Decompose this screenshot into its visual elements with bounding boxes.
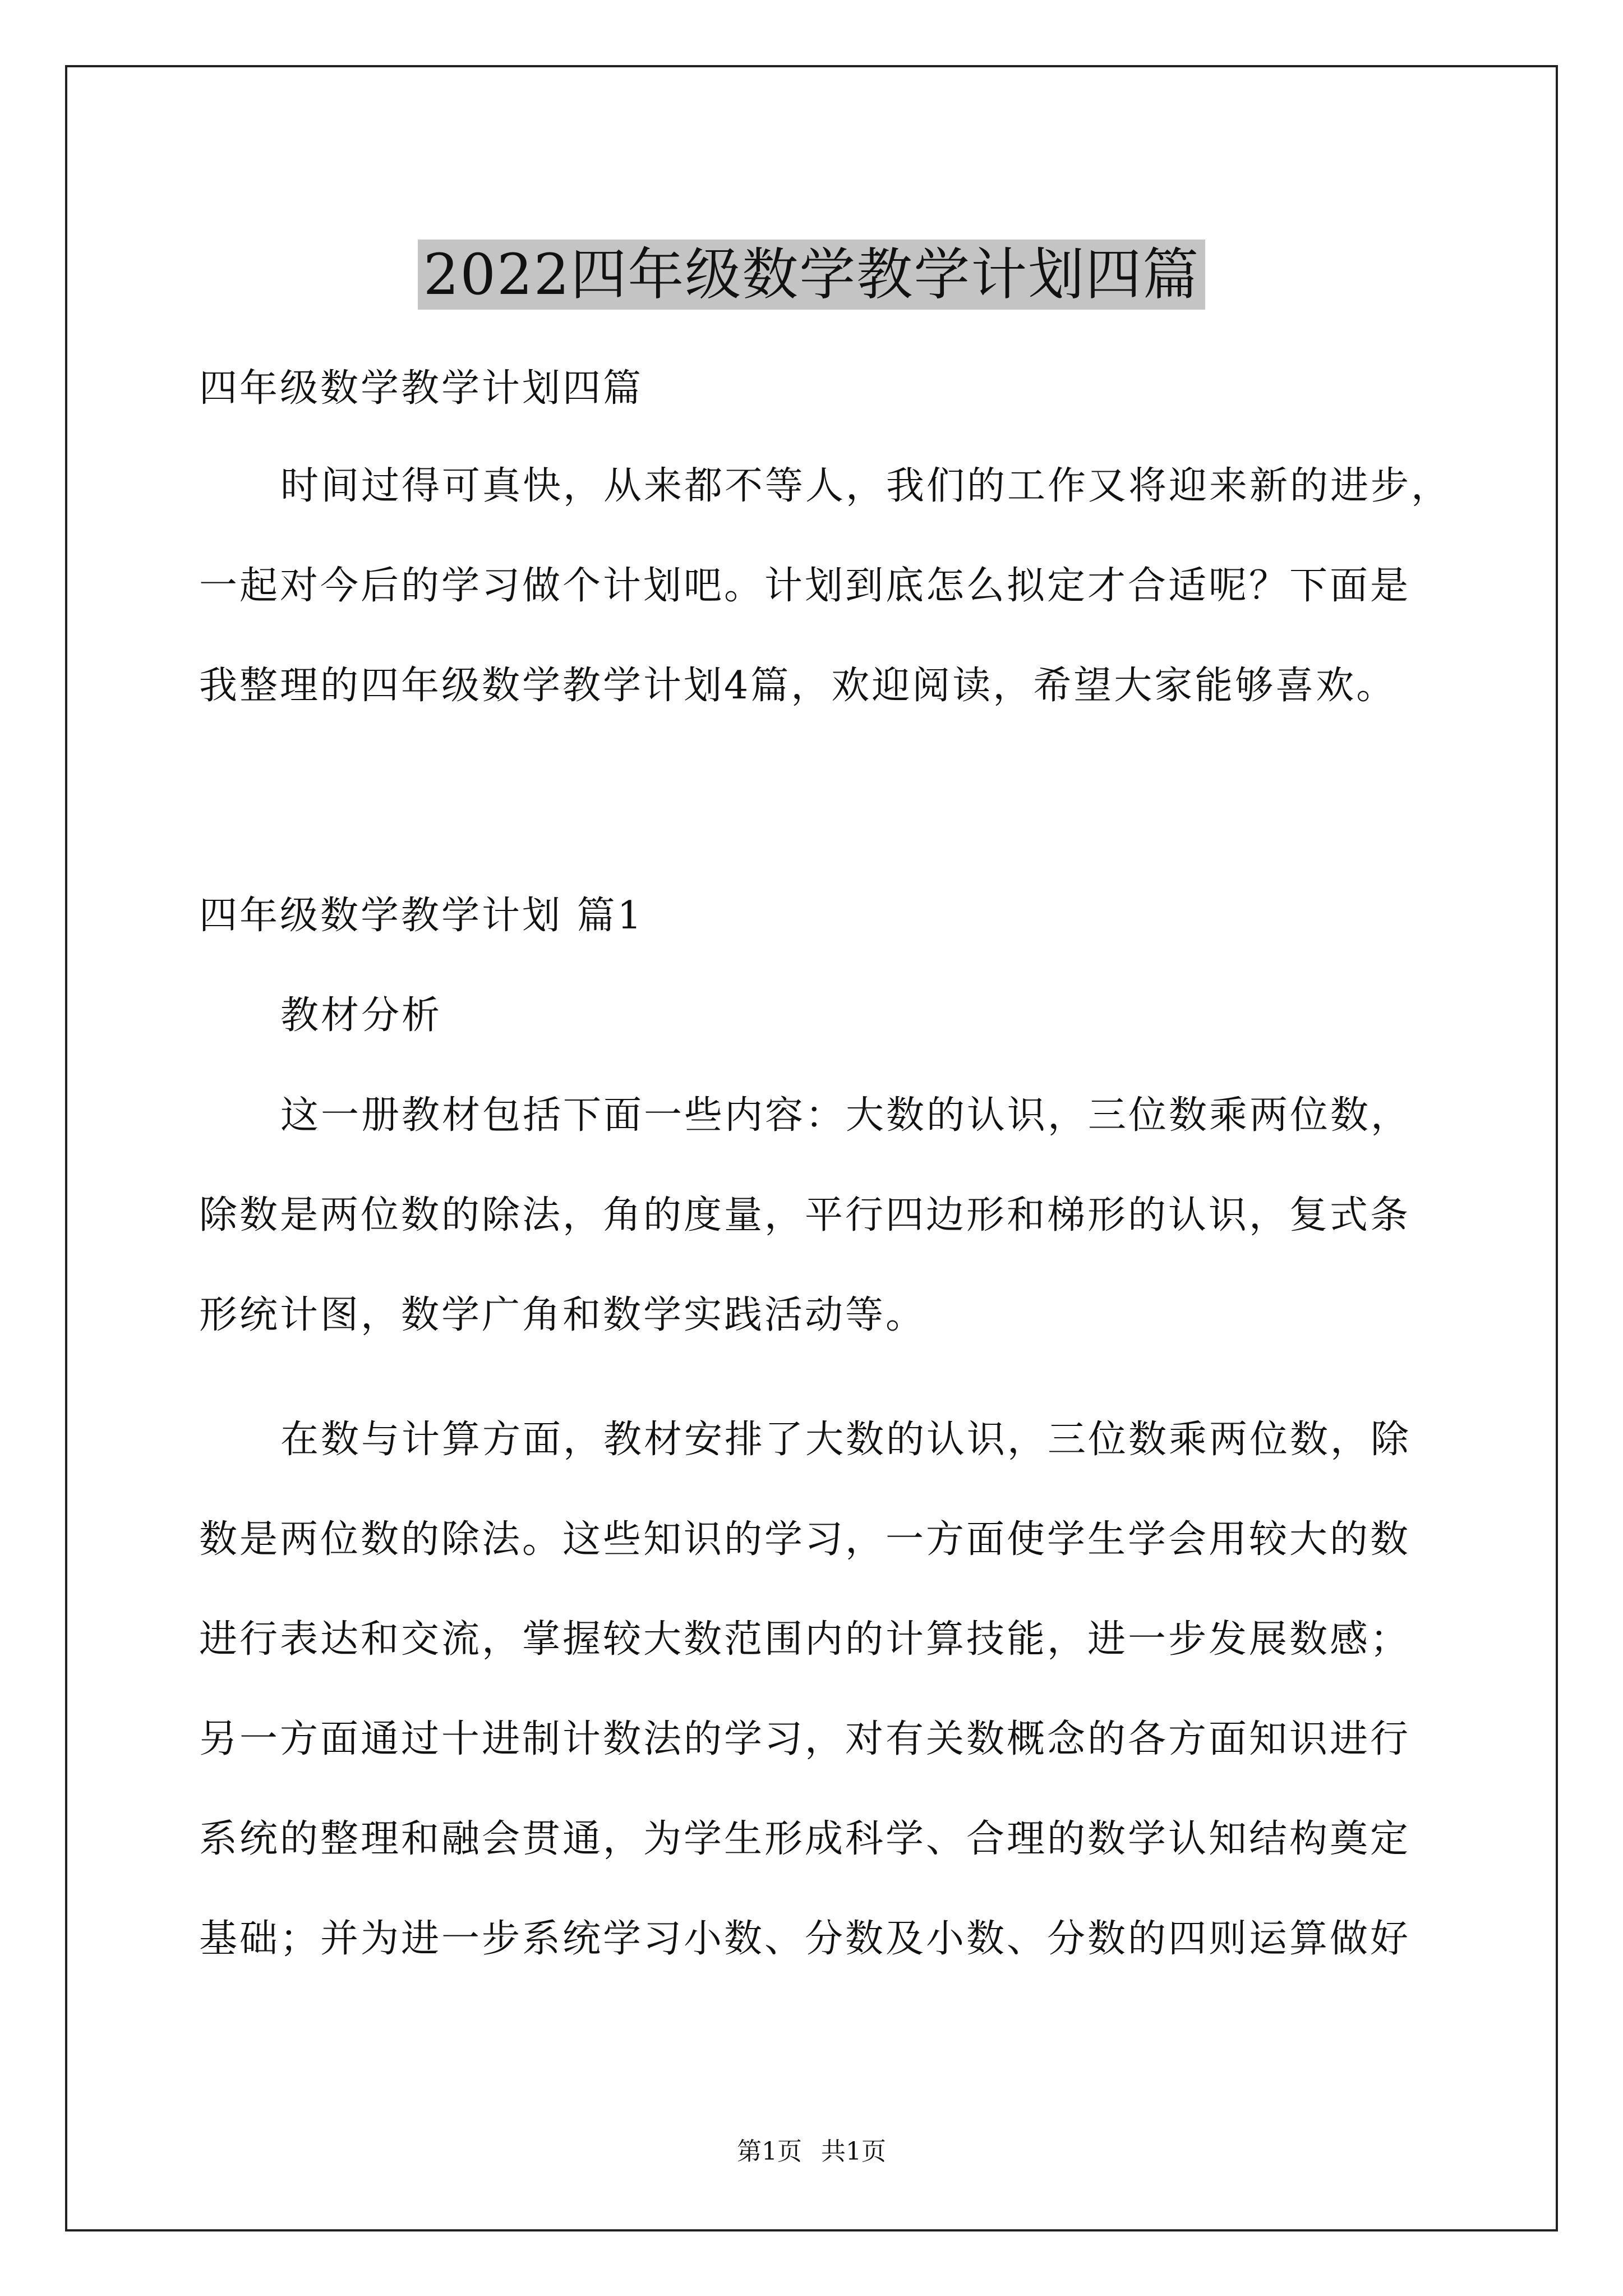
paragraph-line: 数是两位数的除法。这些知识的学习，一方面使学生学会用较大的数 [199,1517,1411,1562]
paragraph-line: 这一册教材包括下面一些内容：大数的认识，三位数乘两位数， [280,1093,1412,1138]
intro-line-3: 我整理的四年级数学教学计划4篇，欢迎阅读，希望大家能够喜欢。 [199,664,1397,708]
section-heading: 四年级数学教学计划 篇1 [199,894,644,938]
intro-line-1: 时间过得可真快，从来都不等人，我们的工作又将迎来新的进步， [280,464,1452,508]
page-footer: 第1页 共1页 [737,2137,886,2166]
document-title: 2022四年级数学教学计划四篇 [0,238,1623,311]
intro-line-2: 一起对今后的学习做个计划吧。计划到底怎么拟定才合适呢？下面是 [199,564,1411,608]
paragraph-line: 在数与计算方面，教材安排了大数的认识，三位数乘两位数，除 [280,1418,1412,1462]
subtitle-line: 四年级数学教学计划四篇 [199,366,644,411]
paragraph-line: 另一方面通过十进制计数法的学习，对有关数概念的各方面知识进行 [199,1717,1411,1761]
paragraph-line: 进行表达和交流，掌握较大数范围内的计算技能，进一步发展数感； [199,1617,1411,1662]
paragraph-line: 基础；并为进一步系统学习小数、分数及小数、分数的四则运算做好 [199,1917,1411,1961]
paragraph-line: 除数是两位数的除法，角的度量，平行四边形和梯形的认识，复式条 [199,1193,1411,1237]
paragraph-line: 形统计图，数学广角和数学实践活动等。 [199,1293,926,1337]
subsection-heading: 教材分析 [280,993,442,1038]
paragraph-line: 系统的整理和融会贯通，为学生形成科学、合理的数学认知结构奠定 [199,1817,1411,1861]
